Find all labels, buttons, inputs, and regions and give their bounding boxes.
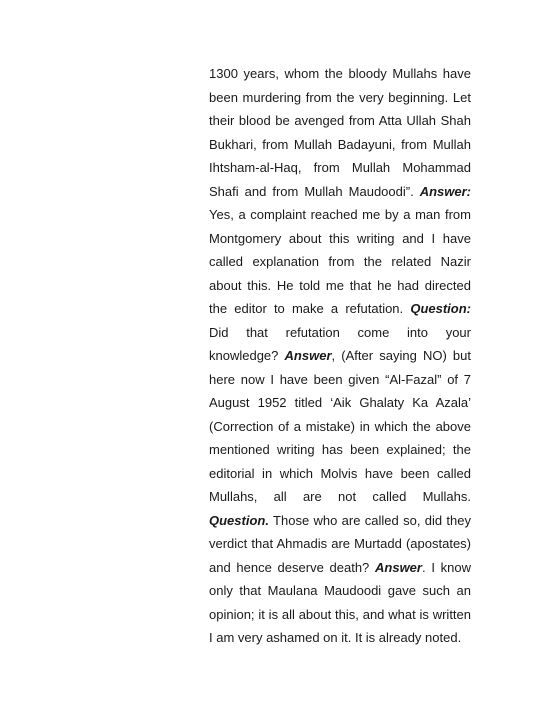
question-label: Question. [209,512,269,528]
text-segment: Yes, a complaint reached me by a man from Montgomery about this writing and I have called explanation from the related Nazir about this. He told me that he had directed the editor to make a refutation. [209,207,471,316]
question-label: Question: [410,301,471,316]
answer-label: Answer [375,559,422,575]
text-segment: 1300 years, whom the bloody Mullahs have been murdering from the very beginning. Let their blood be avenged from Atta Ullah Shah Bukhari, from Mullah Badayuni, from Mullah Ihtsham-al-Haq, from Mullah Mohammad Shafi and from Mullah Maudoodi”. [209,66,471,199]
text-segment: . I know only that Maulana Maudoodi gave such an opinion; it is all about this, and what is written I am very ashamed on it. It is already noted. [209,559,471,645]
answer-label: Answer: [419,183,471,199]
text-segment: Those who are called so, did they verdict that Ahmadis are Murtadd (apostates) and hence deserve death? [209,512,471,575]
text-segment: , (After saying NO) but here now I have been given “Al-Fazal” of 7 August 1952 titled ‘Aik Ghalaty Ka Azala’ (Correction of a mistake) in which the above mentioned writing has been explained; the editorial in which Molvis have been called Mullahs, all are not called Mullahs. [209,348,471,504]
text-segment: Did that refutation come into your knowledge? [209,324,471,363]
answer-label: Answer [284,348,332,363]
paragraph [209,62,471,650]
body-text [209,62,471,650]
